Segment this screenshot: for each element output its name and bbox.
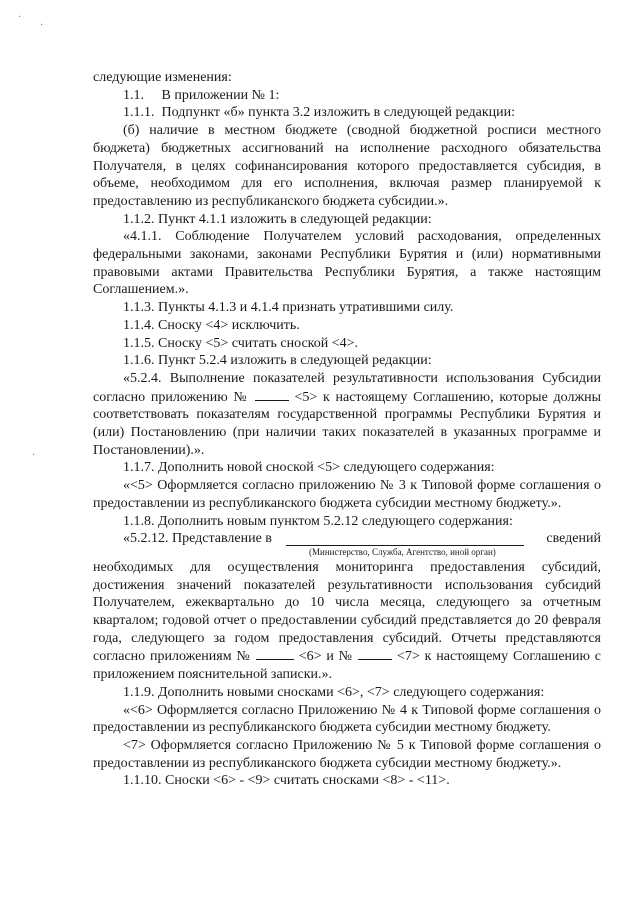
footnote-7-text: <7> Оформляется согласно Приложению № 5 к Типовой форме соглашения о предоставлении из республиканского бюджета субсидии местному бюджету.». (93, 738, 601, 771)
item-1-1-3: 1.1.3. Пункты 4.1.3 и 4.1.4 признать утратившими силу. (123, 300, 454, 316)
blank-field[interactable] (358, 647, 392, 660)
clause-5-2-12-text (93, 559, 601, 684)
clause-5-2-12-part2: <6> и № (298, 649, 354, 665)
agency-caption: (Министерство, Служба, Агентство, иной орган) (309, 546, 496, 557)
clause-4-1-1-text: «4.1.1. Соблюдение Получателем условий расходования, определенных федеральными законами, законами Республики Бурятия и (или) нормативными правовыми актами Правительства Республики Бурятия, а также настоящим Соглашением.». (93, 229, 601, 298)
clause-5-2-4-part2: <5> к настоящему Соглашению, которые должны соответствовать показателям государственной программы Республики Бурятия и (или) Постановлению (при наличии таких показателей в указанных программе и Постановлении).». (93, 389, 602, 458)
blank-field[interactable] (255, 388, 289, 401)
clause-5-2-4-part1: «5.2.4. Выполнение показателей результативности использования Субсидии согласно приложению № (93, 370, 601, 405)
scan-speck: · (32, 450, 36, 461)
agency-blank-field[interactable] (286, 533, 524, 546)
item-1-1-2: 1.1.2. Пункт 4.1.1 изложить в следующей редакции: (123, 211, 432, 227)
item-1-1: 1.1. В приложении № 1: (123, 87, 280, 103)
blank-field[interactable] (256, 647, 294, 660)
item-1-1-4: 1.1.4. Сноску <4> исключить. (123, 317, 300, 333)
footnote-6-text: «<6> Оформляется согласно Приложению № 4 к Типовой форме соглашения о предоставлении из республиканского бюджета субсидии местному бюджету. (93, 702, 601, 736)
item-1-1-7: 1.1.7. Дополнить новой сноской <5> следующего содержания: (123, 460, 495, 476)
item-1-1-9: 1.1.9. Дополнить новыми сносками <6>, <7> следующего содержания: (123, 684, 545, 700)
clause-5-2-4-text (93, 370, 601, 460)
item-1-1-5: 1.1.5. Сноску <5> считать сноской <4>. (123, 335, 359, 351)
item-1-1-10: 1.1.10. Сноски <6> - <9> считать сносками <8> - <11>. (123, 773, 450, 789)
footnote-5-text: «<5> Оформляется согласно приложению № 3 к Типовой форме соглашения о предоставлении из республиканского бюджета субсидии местному бюджету.». (93, 478, 601, 511)
clause-5-2-12-part1: необходимых для осуществления мониторинга предоставления субсидий, достижения значений показателей результативности использования субсидий Получателем, ежеквартально до 10 числа месяца, следующего за отчетным кварталом; годовой отчет о предоставлении субсидий представляется до 20 февраля года, следующего за годом предоставления субсидий. Отчеты представляются согласно приложениям № (93, 559, 601, 665)
scan-speck: · (18, 12, 22, 23)
clause-5-2-12-part3: <7> к настоящему Соглашению с приложением пояснительной записки.». (93, 649, 602, 683)
clause-b-text: (б) наличие в местном бюджете (сводной бюджетной росписи местного бюджета) бюджетных ассигнований на исполнение расходного обязательства Получателя, в целях софинансирования которого предоставляется субсидия, в объеме, необходимом для его исполнения, включая размер планируемой к предоставлению из республиканского бюджета субсидии.». (93, 123, 601, 209)
intro-line: следующие изменения: (93, 70, 232, 85)
scan-speck: · (40, 20, 44, 31)
clause-5-2-12-tail: сведений (546, 531, 601, 547)
item-1-1-8: 1.1.8. Дополнить новым пунктом 5.2.12 следующего содержания: (123, 513, 513, 529)
clause-5-2-12-lead: «5.2.12. Представление в (123, 531, 272, 547)
document-page (93, 69, 601, 790)
item-1-1-6: 1.1.6. Пункт 5.2.4 изложить в следующей редакции: (123, 353, 432, 369)
clause-5-2-12-first-line (93, 530, 601, 548)
item-1-1-1: 1.1.1. Подпункт «б» пункта 3.2 изложить в следующей редакции: (123, 105, 516, 121)
